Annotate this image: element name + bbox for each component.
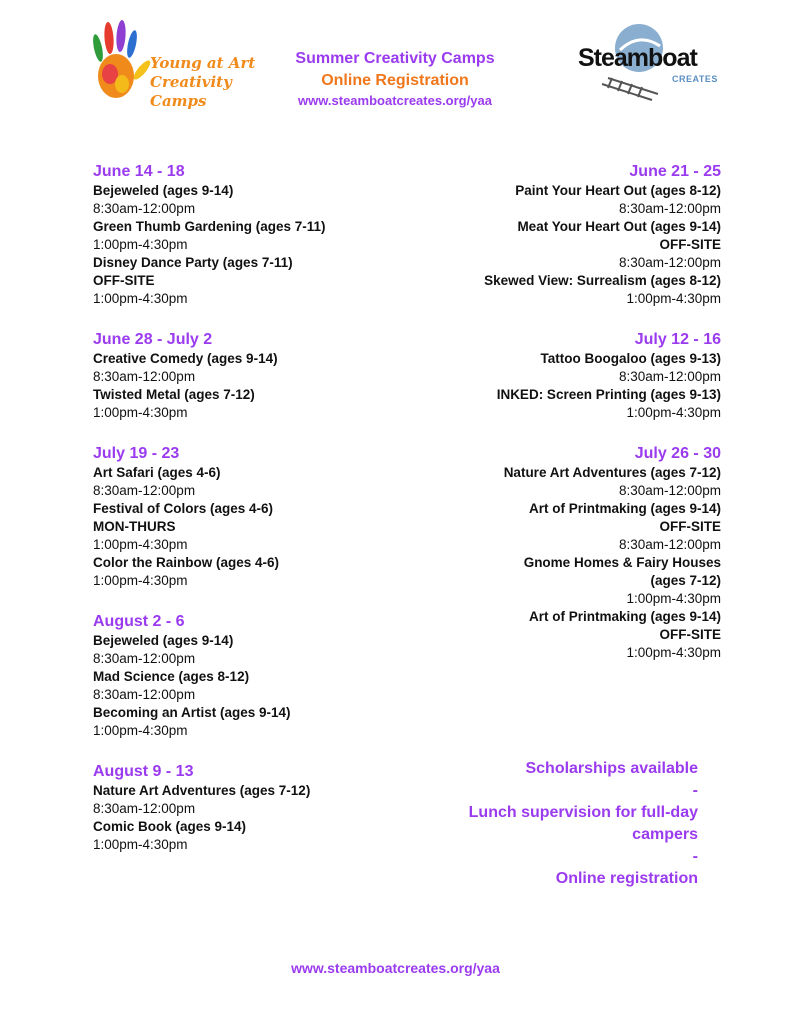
program-time: 8:30am-12:00pm bbox=[618, 201, 721, 216]
program-name: Twisted Metal (ages 7-12) bbox=[93, 387, 255, 402]
week-block bbox=[400, 444, 721, 662]
header-url: www.steamboatcreates.org/yaa bbox=[298, 93, 492, 108]
program-time: 1:00pm-4:30pm bbox=[626, 291, 721, 306]
program-name: Green Thumb Gardening (ages 7-11) bbox=[93, 219, 326, 234]
program-name: Festival of Colors (ages 4-6) bbox=[93, 501, 274, 516]
program-name: Skewed View: Surrealism (ages 8-12) bbox=[484, 273, 721, 288]
program-time: 1:00pm-4:30pm bbox=[93, 537, 188, 552]
left-schedule-column bbox=[93, 162, 413, 876]
program-time: 8:30am-12:00pm bbox=[618, 483, 721, 498]
note-registration: Online registration bbox=[555, 870, 698, 887]
program-name: Nature Art Adventures (ages 7-12) bbox=[503, 465, 721, 480]
week-title: July 26 - 30 bbox=[634, 445, 721, 462]
logo-wordmark: Steamboat bbox=[578, 44, 697, 72]
week-title: August 9 - 13 bbox=[93, 763, 194, 780]
handprint-icon bbox=[92, 18, 152, 108]
logo-line-2: Creativity Camps bbox=[150, 73, 232, 110]
week-block bbox=[93, 162, 413, 308]
page-subtitle: Online Registration bbox=[321, 72, 469, 89]
page-title: Summer Creativity Camps bbox=[295, 50, 495, 67]
program-name: OFF-SITE bbox=[659, 627, 721, 642]
week-block bbox=[400, 330, 721, 422]
logo-line-1: Young at Art bbox=[150, 54, 256, 72]
program-name: (ages 7-12) bbox=[650, 573, 721, 588]
program-name: MON-THURS bbox=[93, 519, 176, 534]
program-time: 8:30am-12:00pm bbox=[618, 537, 721, 552]
program-time: 1:00pm-4:30pm bbox=[93, 291, 188, 306]
program-name: Creative Comedy (ages 9-14) bbox=[93, 351, 278, 366]
week-block bbox=[93, 330, 413, 422]
program-time: 8:30am-12:00pm bbox=[93, 801, 196, 816]
program-time: 1:00pm-4:30pm bbox=[626, 591, 721, 606]
program-name: Becoming an Artist (ages 9-14) bbox=[93, 705, 291, 720]
program-name: Meat Your Heart Out (ages 9-14) bbox=[517, 219, 721, 234]
program-time: 8:30am-12:00pm bbox=[93, 687, 196, 702]
program-name: Gnome Homes & Fairy Houses bbox=[523, 555, 721, 570]
week-block bbox=[93, 762, 413, 854]
week-block bbox=[93, 444, 413, 590]
program-name: Art of Printmaking (ages 9-14) bbox=[528, 609, 721, 624]
program-time: 8:30am-12:00pm bbox=[93, 201, 196, 216]
week-title: August 2 - 6 bbox=[93, 613, 185, 630]
program-name: Color the Rainbow (ages 4-6) bbox=[93, 555, 280, 570]
program-time: 1:00pm-4:30pm bbox=[93, 573, 188, 588]
program-name: Tattoo Boogaloo (ages 9-13) bbox=[540, 351, 721, 366]
program-time: 8:30am-12:00pm bbox=[93, 651, 196, 666]
program-name: Bejeweled (ages 9-14) bbox=[93, 183, 234, 198]
note-separator: - bbox=[692, 782, 698, 799]
program-time: 8:30am-12:00pm bbox=[93, 483, 196, 498]
program-name: Art Safari (ages 4-6) bbox=[93, 465, 221, 480]
week-block bbox=[93, 612, 413, 740]
program-time: 8:30am-12:00pm bbox=[618, 369, 721, 384]
week-block bbox=[400, 162, 721, 308]
program-time: 1:00pm-4:30pm bbox=[626, 405, 721, 420]
logo-subtitle: CREATES bbox=[672, 74, 718, 84]
program-time: 8:30am-12:00pm bbox=[618, 255, 721, 270]
program-name: Comic Book (ages 9-14) bbox=[93, 819, 247, 834]
week-title: June 21 - 25 bbox=[629, 163, 721, 180]
note-scholarships: Scholarships available bbox=[525, 760, 698, 777]
notes-block bbox=[420, 758, 698, 890]
footer-url[interactable]: www.steamboatcreates.org/yaa bbox=[291, 960, 500, 976]
program-time: 1:00pm-4:30pm bbox=[93, 237, 188, 252]
program-name: Nature Art Adventures (ages 7-12) bbox=[93, 783, 311, 798]
note-separator: - bbox=[692, 848, 698, 865]
program-name: OFF-SITE bbox=[659, 237, 721, 252]
program-name: Art of Printmaking (ages 9-14) bbox=[528, 501, 721, 516]
right-schedule-column bbox=[400, 162, 721, 684]
program-name: Paint Your Heart Out (ages 8-12) bbox=[515, 183, 721, 198]
program-name: OFF-SITE bbox=[659, 519, 721, 534]
note-lunch: Lunch supervision for full-day campers bbox=[468, 804, 698, 843]
week-title: June 14 - 18 bbox=[93, 163, 185, 180]
page-header bbox=[250, 48, 540, 110]
program-time: 1:00pm-4:30pm bbox=[93, 723, 188, 738]
program-time: 1:00pm-4:30pm bbox=[93, 837, 188, 852]
program-name: Disney Dance Party (ages 7-11) bbox=[93, 255, 293, 270]
week-title: June 28 - July 2 bbox=[93, 331, 213, 348]
program-name: Mad Science (ages 8-12) bbox=[93, 669, 250, 684]
program-time: 8:30am-12:00pm bbox=[93, 369, 196, 384]
week-title: July 12 - 16 bbox=[634, 331, 721, 348]
program-name: OFF-SITE bbox=[93, 273, 155, 288]
program-name: Bejeweled (ages 9-14) bbox=[93, 633, 234, 648]
week-title: July 19 - 23 bbox=[93, 445, 180, 462]
program-time: 1:00pm-4:30pm bbox=[626, 645, 721, 660]
young-at-art-logo bbox=[92, 18, 267, 108]
steamboat-creates-logo bbox=[572, 22, 718, 102]
program-name: INKED: Screen Printing (ages 9-13) bbox=[496, 387, 721, 402]
program-time: 1:00pm-4:30pm bbox=[93, 405, 188, 420]
